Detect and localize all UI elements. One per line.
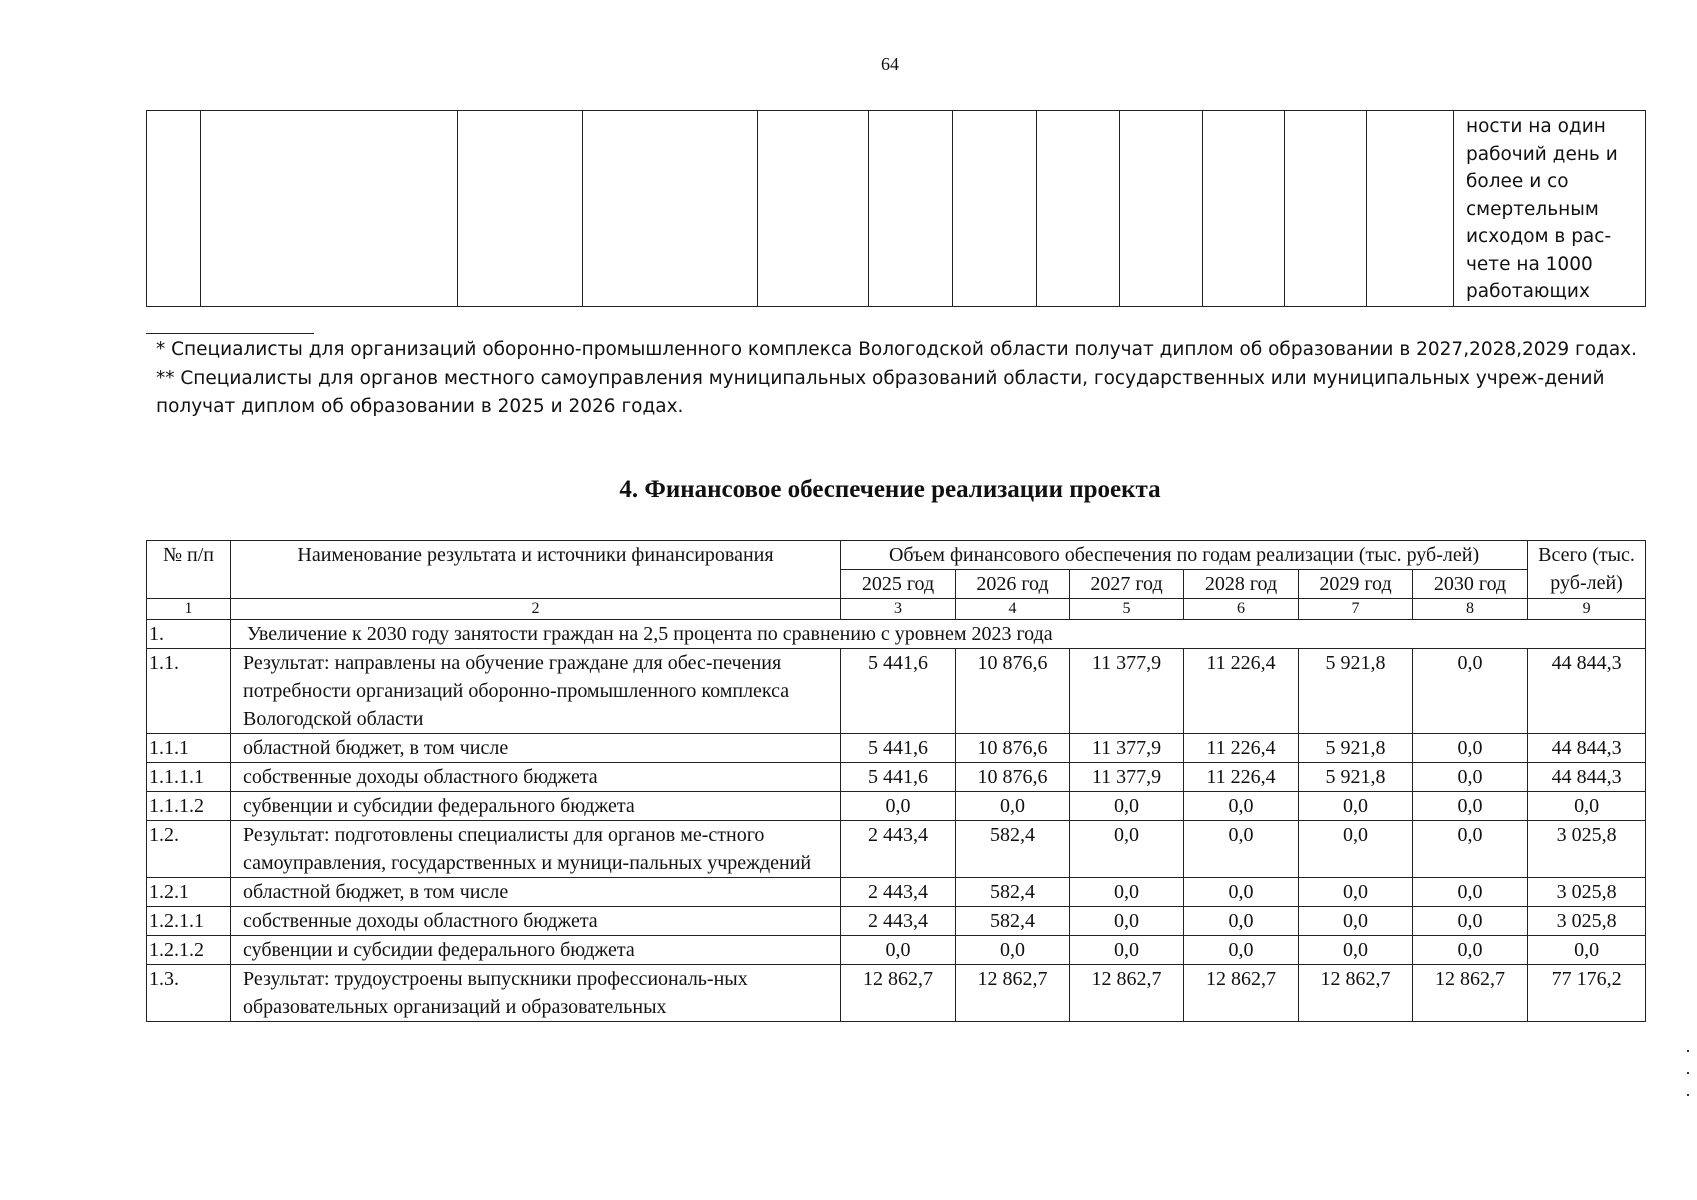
row-value: 0,0 [1184,936,1299,965]
row-value: 0,0 [1299,878,1413,907]
text-line: рабочий день и [1466,143,1618,165]
section-title: 4. Финансовое обеспечение реализации проекта [619,476,1161,503]
column-number: 7 [1299,599,1413,620]
empty-cell [1120,111,1203,307]
year-header: 2027 год [1070,570,1184,599]
empty-cell [583,111,758,307]
column-number: 2 [231,599,841,620]
row-value: 0,0 [956,936,1070,965]
row-value: 0,0 [1070,878,1184,907]
row-value: 12 862,7 [1413,965,1528,1022]
row-value: 0,0 [1070,821,1184,878]
page-number: 64 [881,54,899,74]
row-value: 0,0 [1413,907,1528,936]
row-value: 0,0 [841,936,956,965]
text-line: более и со [1466,171,1569,192]
row-name: Результат: подготовлены специалисты для органов ме-стного самоуправления, государственных и муници-пальных учреждений [231,821,841,878]
year-header: 2029 год [1299,570,1413,599]
footnote-separator [146,333,314,334]
footnote: * Специалисты для организаций оборонно-промышленного комплекса Вологодской области получат диплом об образовании в 2027,2028,2029 годах. [156,339,1637,360]
row-total: 77 176,2 [1528,965,1646,1022]
row-value: 5 441,6 [841,763,956,792]
row-total: 3 025,8 [1528,907,1646,936]
row-value: 0,0 [1184,878,1299,907]
empty-cell [1037,111,1120,307]
year-header: 2026 год [956,570,1070,599]
continued-table-row [147,111,1646,307]
row-value: 5 921,8 [1299,734,1413,763]
row-value: 5 441,6 [841,734,956,763]
empty-cell [1285,111,1367,307]
column-number: 3 [841,599,956,620]
row-total: 44 844,3 [1528,763,1646,792]
empty-cell [1367,111,1454,307]
row-value: 2 443,4 [841,821,956,878]
continued-table [146,110,1646,307]
row-value: 10 876,6 [956,734,1070,763]
goal-row [147,620,1646,649]
goal-code: 1. [147,620,231,649]
row-value: 0,0 [1299,907,1413,936]
footnote: ** Специалисты для органов местного самоуправления муниципальных образований области, государственных или муниципальных учреж-дений получат диплом об образовании в 2025 и 2026 годах. [156,367,1605,417]
empty-cell [147,111,201,307]
row-code: 1.1.1 [147,734,231,763]
header-total: Всего (тыс. руб-лей) [1528,541,1646,599]
year-header: 2030 год [1413,570,1528,599]
row-value: 11 226,4 [1184,763,1299,792]
row-total: 0,0 [1528,792,1646,821]
table-row [147,649,1646,734]
row-name: областной бюджет, в том числе [231,878,841,907]
row-total: 44 844,3 [1528,649,1646,734]
row-code: 1.3. [147,965,231,1022]
row-value: 0,0 [1070,792,1184,821]
column-number: 4 [956,599,1070,620]
row-total: 3 025,8 [1528,878,1646,907]
row-value: 0,0 [1299,936,1413,965]
financing-rows [147,649,1646,1022]
table-row [147,965,1646,1022]
row-value: 11 377,9 [1070,649,1184,734]
row-value: 0,0 [1413,936,1528,965]
row-value: 2 443,4 [841,907,956,936]
row-total: 3 025,8 [1528,821,1646,878]
row-code: 1.2.1.1 [147,907,231,936]
row-value: 2 443,4 [841,878,956,907]
row-name: собственные доходы областного бюджета [231,763,841,792]
table-row [147,763,1646,792]
row-value: 582,4 [956,907,1070,936]
text-line: смертельным [1466,198,1599,220]
year-header: 2025 год [841,570,956,599]
text-line: работающих [1466,281,1590,302]
empty-cell [953,111,1037,307]
scan-edge-mark [1687,1094,1689,1096]
row-value: 12 862,7 [1299,965,1413,1022]
footnotes [156,336,1646,422]
empty-cell [1203,111,1285,307]
row-value: 5 441,6 [841,649,956,734]
row-value: 5 921,8 [1299,763,1413,792]
year-header: 2028 год [1184,570,1299,599]
header-volume: Объем финансового обеспечения по годам реализации (тыс. руб-лей) [841,541,1528,570]
empty-cell [458,111,583,307]
empty-cell [201,111,458,307]
row-value: 0,0 [1413,734,1528,763]
row-value: 582,4 [956,878,1070,907]
text-line: исходом в рас- [1466,226,1612,247]
column-number-row [147,599,1646,620]
empty-cell [869,111,953,307]
row-value: 0,0 [841,792,956,821]
row-value: 0,0 [1413,763,1528,792]
row-value: 0,0 [1299,792,1413,821]
row-name: Результат: направлены на обучение граждане для обес-печения потребности организаций оборонно-промышленного комплекса Вологодской области [231,649,841,734]
row-value: 11 226,4 [1184,734,1299,763]
row-code: 1.2.1 [147,878,231,907]
row-value: 10 876,6 [956,649,1070,734]
row-value: 0,0 [956,792,1070,821]
header-row [147,541,1646,570]
table-row [147,821,1646,878]
row-value: 0,0 [1413,792,1528,821]
header-name: Наименование результата и источники финансирования [231,541,841,599]
row-code: 1.1.1.2 [147,792,231,821]
row-value: 11 377,9 [1070,763,1184,792]
financing-table [146,540,1646,1022]
row-value: 0,0 [1070,907,1184,936]
text-line: ности на один [1466,116,1606,137]
row-total: 44 844,3 [1528,734,1646,763]
row-name: субвенции и субсидии федерального бюджета [231,792,841,821]
row-value: 0,0 [1299,821,1413,878]
row-value: 582,4 [956,821,1070,878]
row-code: 1.1. [147,649,231,734]
text-line: чете на 1000 [1466,253,1593,275]
table-row [147,936,1646,965]
continued-indicator-text [1454,111,1646,307]
row-value: 5 921,8 [1299,649,1413,734]
row-value: 0,0 [1184,907,1299,936]
row-value: 0,0 [1413,649,1528,734]
goal-text: Увеличение к 2030 году занятости граждан на 2,5 процента по сравнению с уровнем 2023 года [231,620,1646,649]
row-value: 0,0 [1184,792,1299,821]
row-code: 1.2.1.2 [147,936,231,965]
scan-edge-mark [1687,1050,1689,1052]
table-row [147,907,1646,936]
column-number: 8 [1413,599,1528,620]
row-value: 12 862,7 [1184,965,1299,1022]
column-number: 1 [147,599,231,620]
row-value: 12 862,7 [841,965,956,1022]
row-name: Результат: трудоустроены выпускники профессиональ-ных образовательных организаций и образовательных [231,965,841,1022]
column-number: 6 [1184,599,1299,620]
row-value: 11 226,4 [1184,649,1299,734]
row-value: 11 377,9 [1070,734,1184,763]
table-row [147,734,1646,763]
row-value: 10 876,6 [956,763,1070,792]
row-name: собственные доходы областного бюджета [231,907,841,936]
row-name: субвенции и субсидии федерального бюджета [231,936,841,965]
column-number: 9 [1528,599,1646,620]
row-value: 0,0 [1413,821,1528,878]
empty-cell [758,111,869,307]
row-code: 1.2. [147,821,231,878]
table-row [147,878,1646,907]
row-name: областной бюджет, в том числе [231,734,841,763]
row-value: 0,0 [1184,821,1299,878]
column-number: 5 [1070,599,1184,620]
row-value: 12 862,7 [1070,965,1184,1022]
row-total: 0,0 [1528,936,1646,965]
header-num: № п/п [147,541,231,599]
row-value: 0,0 [1070,936,1184,965]
row-code: 1.1.1.1 [147,763,231,792]
scan-edge-mark [1687,1072,1689,1074]
table-row [147,792,1646,821]
row-value: 12 862,7 [956,965,1070,1022]
row-value: 0,0 [1413,878,1528,907]
